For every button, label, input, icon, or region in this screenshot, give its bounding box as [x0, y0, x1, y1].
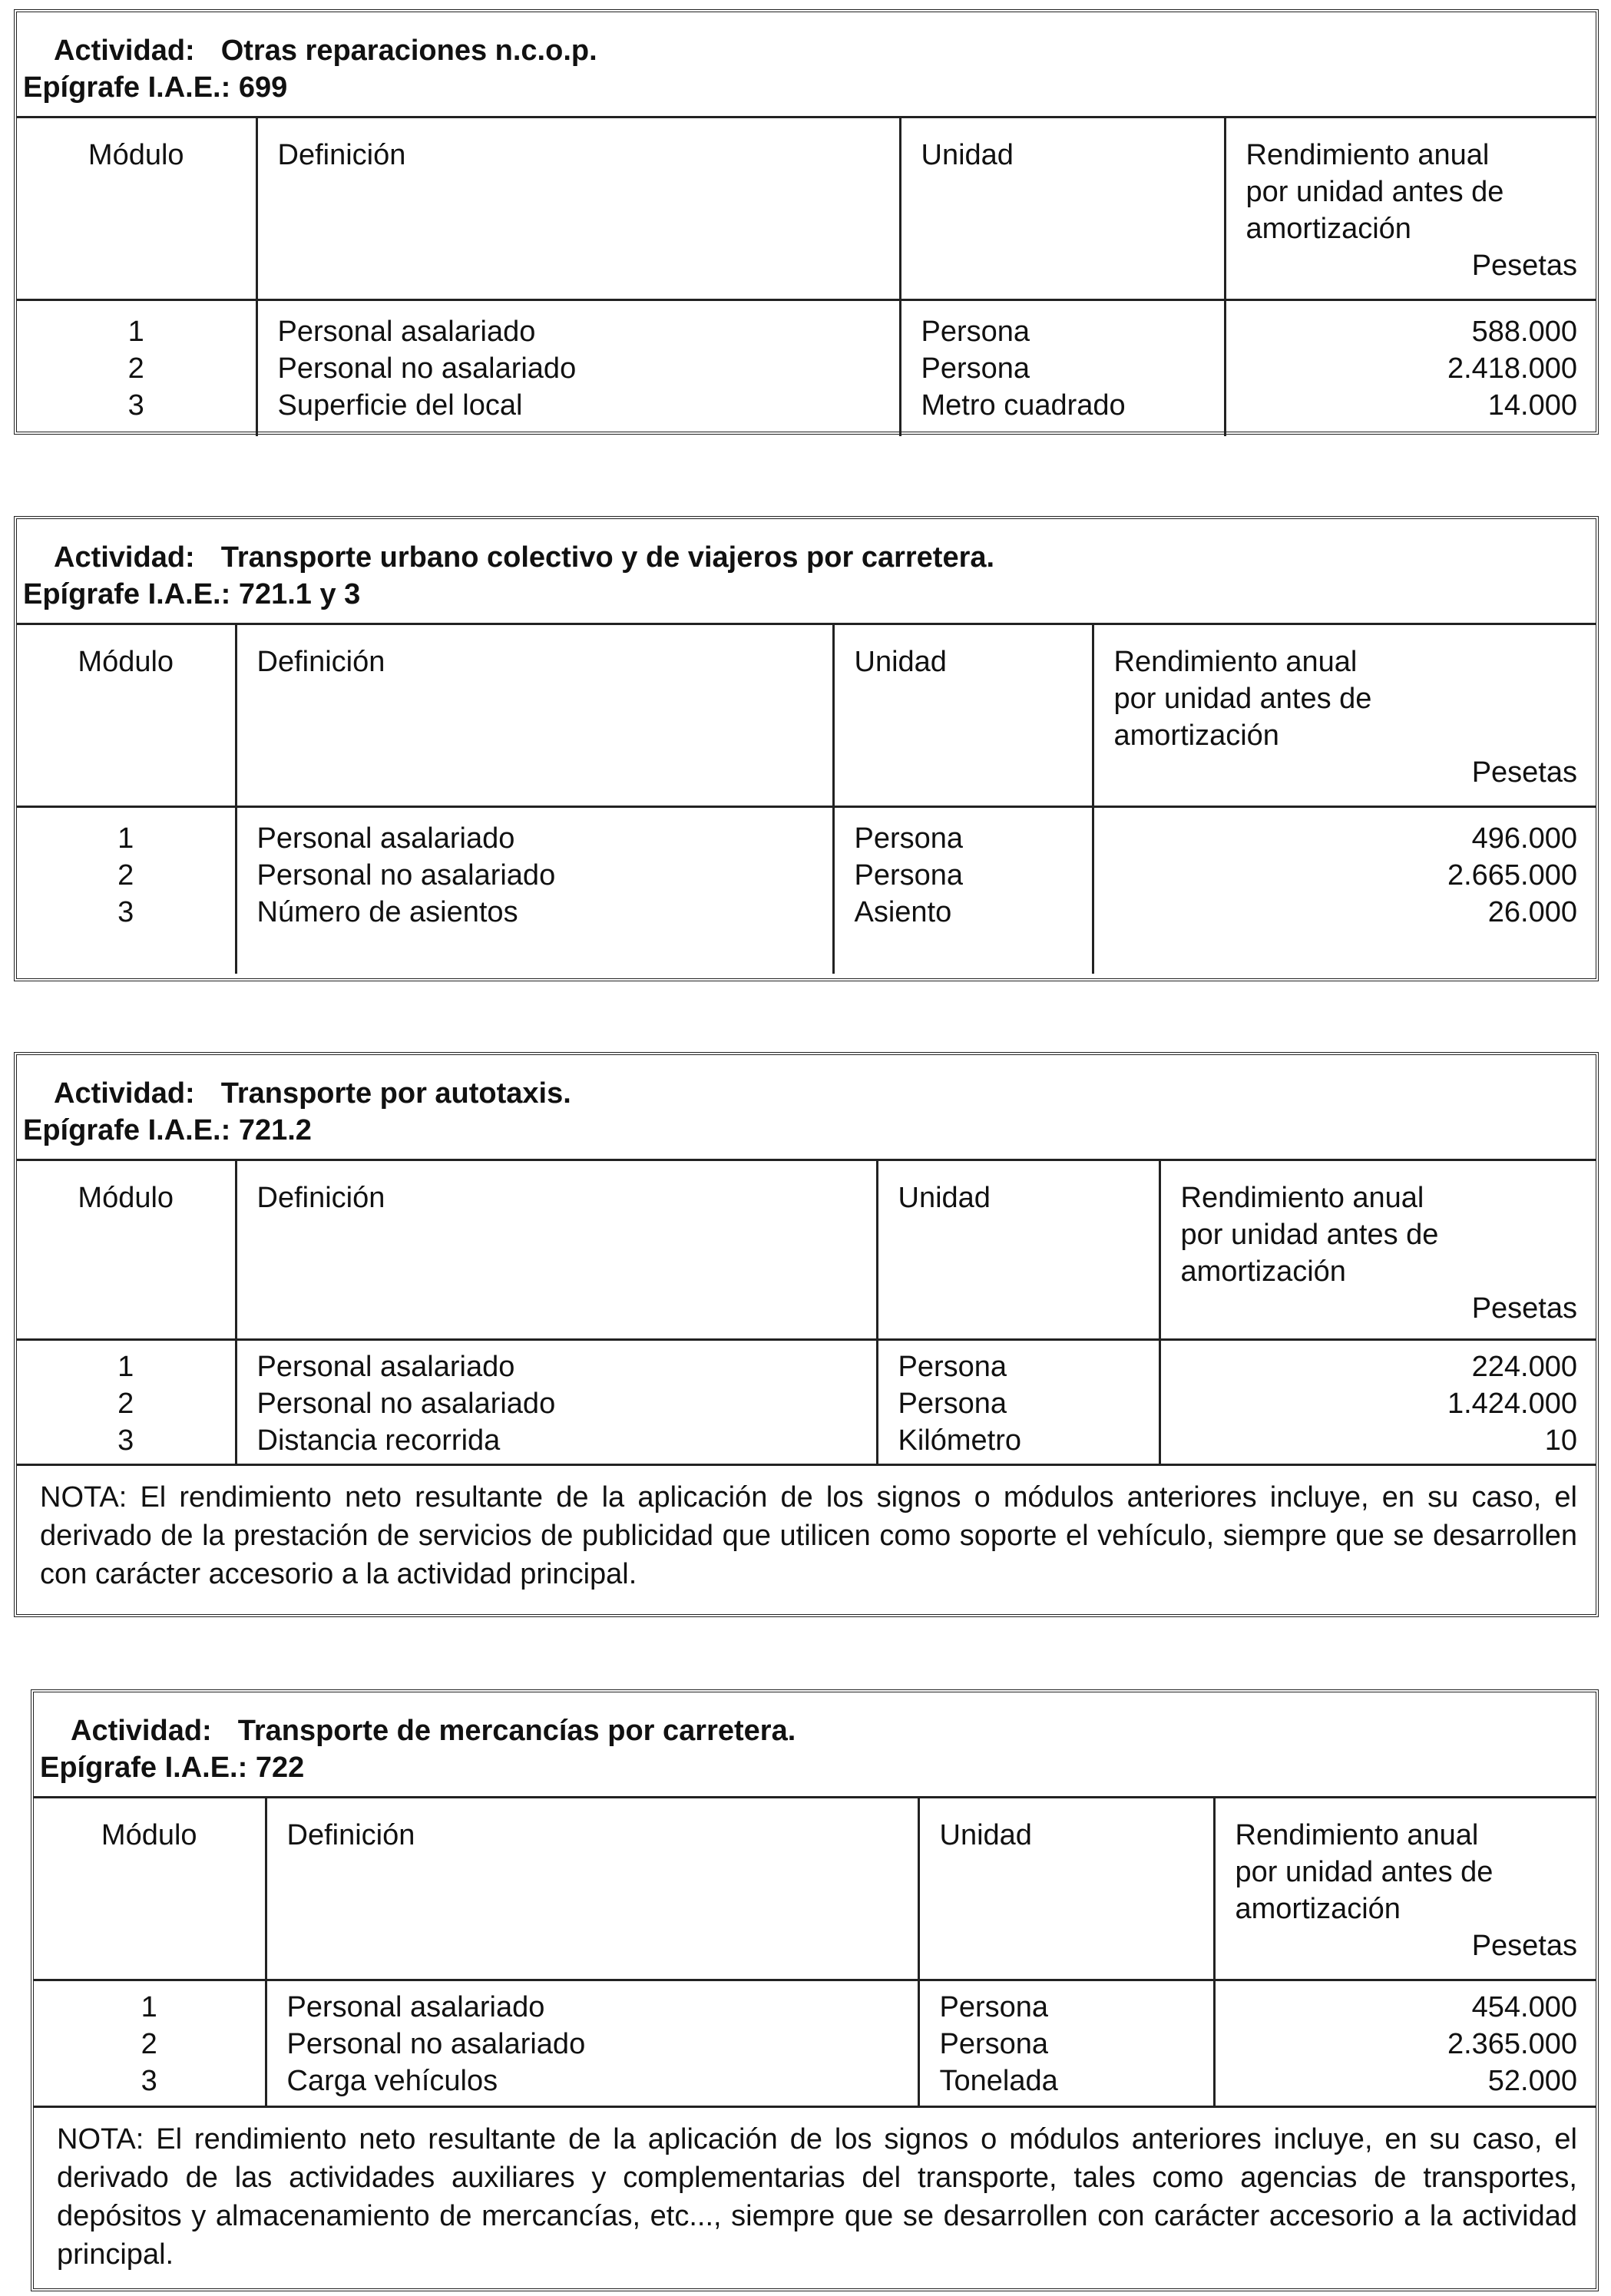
table-cell: 2.365.000	[1447, 2027, 1577, 2060]
table-cell: Personal no asalariado	[277, 352, 577, 385]
unidad-cells	[901, 301, 1224, 436]
table-cell: Personal no asalariado	[286, 2027, 586, 2060]
col-rendimiento: Rendimiento anual por unidad antes de amortización Pesetas	[1161, 1161, 1596, 1333]
table-cell: 3	[117, 895, 134, 928]
table-cell: 52.000	[1487, 2064, 1577, 2097]
module-table-722	[31, 1689, 1599, 2291]
table-cell: Personal no asalariado	[256, 859, 556, 892]
epigrafe-label: Epígrafe I.A.E.:	[40, 1752, 248, 1784]
actividad-label: Actividad:	[54, 35, 195, 67]
table-cell: 2	[117, 1387, 134, 1420]
epigrafe-label: Epígrafe I.A.E.:	[23, 71, 231, 104]
currency-label: Pesetas	[1471, 1930, 1577, 1962]
modules-table	[17, 1161, 1596, 1464]
table-body-row	[34, 1980, 1596, 2106]
table-cell: Personal asalariado	[286, 1990, 545, 2023]
module-table-699	[14, 9, 1599, 435]
nota-text: NOTA: El rendimiento neto resultante de la aplicación de los signos o módulos anteriores incluye, en su caso, el derivado de la prestación de servicios de publicidad que utilicen como soporte el vehículo, siempre que se desarrollen con carácter accesorio a la actividad principal.	[17, 1464, 1596, 1609]
modules-table	[17, 625, 1596, 974]
actividad-label: Actividad:	[71, 1715, 212, 1747]
modulo-cells	[17, 301, 256, 436]
table-cell: 2	[127, 352, 144, 385]
activity-header	[34, 1692, 1596, 1798]
table-cell: 1.424.000	[1447, 1387, 1577, 1420]
epigrafe-code: 722	[255, 1752, 305, 1784]
epigrafe-label: Epígrafe I.A.E.:	[23, 1114, 231, 1146]
rendimiento-cells	[1161, 1341, 1596, 1464]
table-cell: Superficie del local	[277, 389, 523, 422]
col-definicion: Definición	[256, 1182, 385, 1214]
table-cell: Tonelada	[939, 2064, 1058, 2097]
modules-table	[34, 1798, 1596, 2106]
table-header-row	[17, 118, 1596, 299]
table-cell: 1	[117, 822, 134, 855]
table-cell: Personal asalariado	[256, 822, 515, 855]
table-cell: 3	[141, 2064, 157, 2097]
table-cell: Personal asalariado	[277, 315, 536, 348]
table-body-row	[17, 1339, 1596, 1464]
modulo-cells	[17, 808, 235, 943]
table-body-row	[17, 299, 1596, 436]
epigrafe-label: Epígrafe I.A.E.:	[23, 578, 231, 610]
table-cell: 3	[127, 389, 144, 422]
table-cell: 224.000	[1471, 1350, 1577, 1383]
table-cell: 454.000	[1471, 1990, 1577, 2023]
table-header-row	[34, 1798, 1596, 1980]
actividad-label: Actividad:	[54, 541, 195, 574]
actividad-name: Otras reparaciones n.c.o.p.	[220, 35, 597, 67]
epigrafe-code: 721.2	[238, 1114, 312, 1146]
rendimiento-cells	[1216, 1981, 1596, 2106]
table-header-row	[17, 625, 1596, 806]
definicion-cells	[258, 301, 899, 436]
unidad-cells	[878, 1341, 1159, 1464]
table-cell: Personal no asalariado	[256, 1387, 556, 1420]
module-table-721-1-3	[14, 516, 1599, 981]
modulo-cells	[34, 1981, 265, 2106]
actividad-name: Transporte por autotaxis.	[220, 1077, 571, 1110]
table-cell: 2.665.000	[1447, 859, 1577, 892]
table-cell: Persona	[921, 315, 1030, 348]
actividad-label: Actividad:	[54, 1077, 195, 1110]
currency-label: Pesetas	[1471, 1292, 1577, 1325]
definicion-cells	[237, 1341, 876, 1464]
table-cell: 588.000	[1471, 315, 1577, 348]
table-cell: 1	[117, 1350, 134, 1383]
currency-label: Pesetas	[1471, 250, 1577, 282]
col-modulo: Módulo	[78, 646, 174, 678]
table-cell: Número de asientos	[256, 895, 518, 928]
col-definicion: Definición	[286, 1819, 415, 1851]
nota-text: NOTA: El rendimiento neto resultante de la aplicación de los signos o módulos anteriores incluye, en su caso, el derivado de las actividades auxiliares y complementarias del transporte, tales como agencias de transportes, depósitos y almacenamiento de mercancías, etc..., siempre que se desarrollen con carácter accesorio a la actividad principal.	[34, 2106, 1596, 2289]
epigrafe-code: 699	[238, 71, 288, 104]
col-rendimiento: Rendimiento anual por unidad antes de amortización Pesetas	[1226, 118, 1596, 290]
table-cell: 14.000	[1487, 389, 1577, 422]
table-cell: Persona	[898, 1350, 1007, 1383]
activity-header	[17, 1055, 1596, 1161]
rendimiento-cells	[1226, 301, 1596, 436]
col-modulo: Módulo	[101, 1819, 197, 1851]
col-unidad: Unidad	[898, 1182, 991, 1214]
table-cell: 2.418.000	[1447, 352, 1577, 385]
table-cell: Persona	[939, 2027, 1049, 2060]
table-body-row	[17, 806, 1596, 974]
modules-table	[17, 118, 1596, 436]
col-unidad: Unidad	[921, 139, 1014, 171]
table-header-row	[17, 1161, 1596, 1339]
table-cell: Persona	[939, 1990, 1049, 2023]
table-cell: 3	[117, 1424, 134, 1457]
col-definicion: Definición	[277, 139, 406, 171]
activity-header	[17, 519, 1596, 625]
table-cell: 2	[141, 2027, 157, 2060]
activity-header	[17, 12, 1596, 118]
actividad-name: Transporte de mercancías por carretera.	[237, 1715, 796, 1747]
table-cell: Persona	[854, 822, 964, 855]
module-table-721-2	[14, 1052, 1599, 1617]
col-unidad: Unidad	[854, 646, 947, 678]
table-cell: 496.000	[1471, 822, 1577, 855]
epigrafe-code: 721.1 y 3	[238, 578, 361, 610]
col-rendimiento: Rendimiento anual por unidad antes de amortización Pesetas	[1216, 1798, 1596, 1970]
actividad-name: Transporte urbano colectivo y de viajeros por carretera.	[220, 541, 995, 574]
currency-label: Pesetas	[1471, 756, 1577, 789]
table-cell: Distancia recorrida	[256, 1424, 501, 1457]
table-cell: Personal asalariado	[256, 1350, 515, 1383]
col-unidad: Unidad	[939, 1819, 1032, 1851]
definicion-cells	[267, 1981, 918, 2106]
table-cell: Persona	[898, 1387, 1007, 1420]
table-cell: Metro cuadrado	[921, 389, 1126, 422]
col-modulo: Módulo	[88, 139, 184, 171]
table-cell: 1	[141, 1990, 157, 2023]
table-cell: Persona	[921, 352, 1030, 385]
col-rendimiento: Rendimiento anual por unidad antes de amortización Pesetas	[1094, 625, 1596, 797]
definicion-cells	[237, 808, 832, 943]
col-definicion: Definición	[256, 646, 385, 678]
rendimiento-cells	[1094, 808, 1596, 943]
table-cell: 1	[127, 315, 144, 348]
unidad-cells	[920, 1981, 1213, 2106]
table-cell: 2	[117, 859, 134, 892]
table-cell: 26.000	[1487, 895, 1577, 928]
table-cell: Asiento	[854, 895, 952, 928]
modulo-cells	[17, 1341, 235, 1464]
table-cell: Persona	[854, 859, 964, 892]
table-cell: Kilómetro	[898, 1424, 1021, 1457]
table-cell: Carga vehículos	[286, 2064, 498, 2097]
col-modulo: Módulo	[78, 1182, 174, 1214]
table-cell: 10	[1544, 1424, 1577, 1457]
unidad-cells	[835, 808, 1092, 943]
